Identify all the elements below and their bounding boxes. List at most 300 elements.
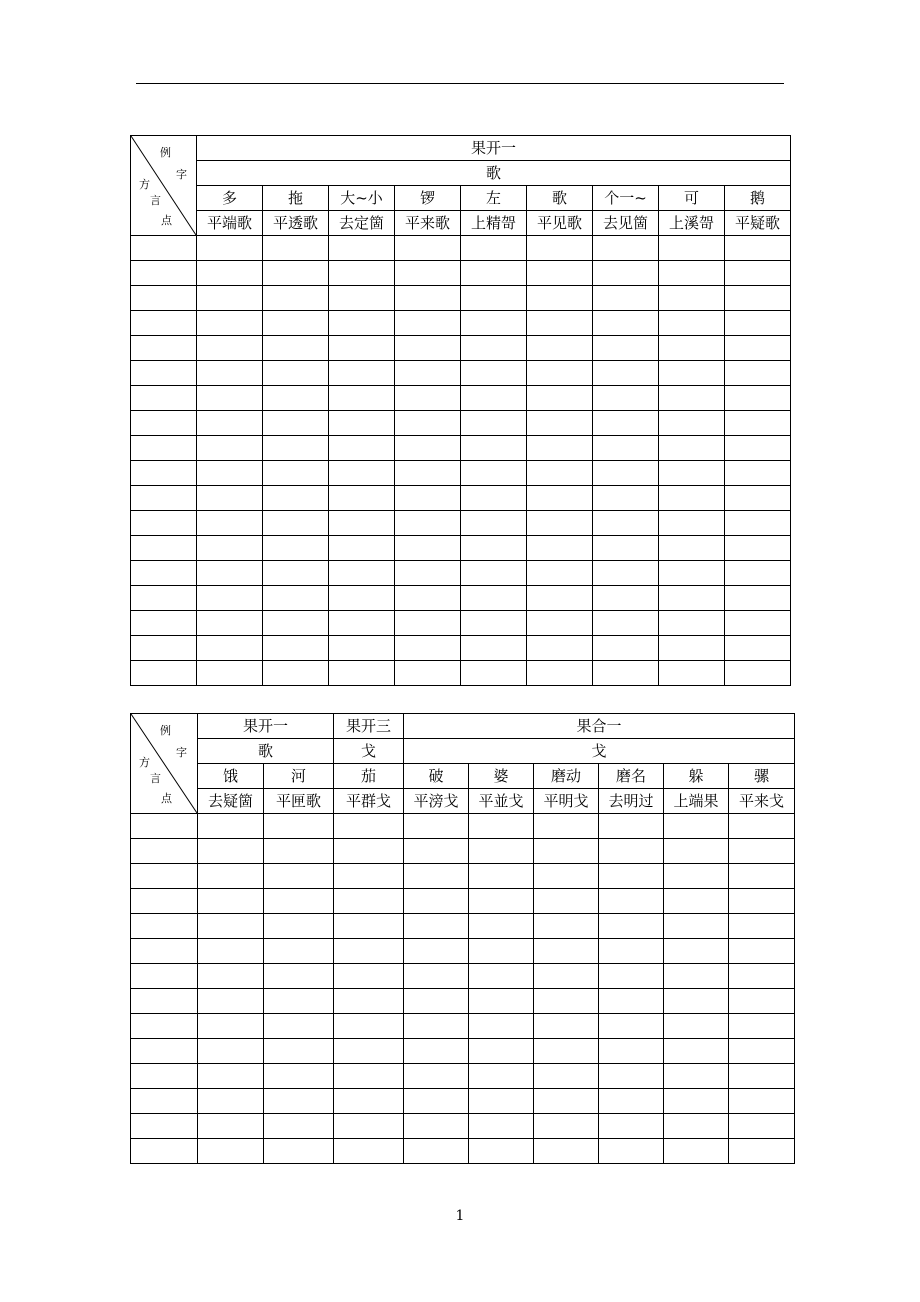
- pronunciation-cell[interactable]: [527, 286, 593, 311]
- pronunciation-cell[interactable]: [534, 1139, 599, 1164]
- pronunciation-cell[interactable]: [198, 839, 264, 864]
- pronunciation-cell[interactable]: [725, 536, 791, 561]
- pronunciation-cell[interactable]: [198, 1114, 264, 1139]
- dialect-point-cell[interactable]: [131, 286, 197, 311]
- pronunciation-cell[interactable]: [461, 536, 527, 561]
- pronunciation-cell[interactable]: [329, 311, 395, 336]
- pronunciation-cell[interactable]: [334, 989, 404, 1014]
- pronunciation-cell[interactable]: [725, 361, 791, 386]
- pronunciation-cell[interactable]: [534, 1114, 599, 1139]
- pronunciation-cell[interactable]: [725, 611, 791, 636]
- pronunciation-cell[interactable]: [729, 1089, 795, 1114]
- pronunciation-cell[interactable]: [198, 1039, 264, 1064]
- pronunciation-cell[interactable]: [334, 939, 404, 964]
- pronunciation-cell[interactable]: [659, 236, 725, 261]
- pronunciation-cell[interactable]: [599, 839, 664, 864]
- pronunciation-cell[interactable]: [329, 236, 395, 261]
- pronunciation-cell[interactable]: [659, 511, 725, 536]
- dialect-point-cell[interactable]: [131, 964, 198, 989]
- pronunciation-cell[interactable]: [329, 461, 395, 486]
- pronunciation-cell[interactable]: [593, 561, 659, 586]
- pronunciation-cell[interactable]: [469, 914, 534, 939]
- pronunciation-cell[interactable]: [527, 236, 593, 261]
- dialect-point-cell[interactable]: [131, 536, 197, 561]
- pronunciation-cell[interactable]: [197, 561, 263, 586]
- pronunciation-cell[interactable]: [461, 411, 527, 436]
- pronunciation-cell[interactable]: [395, 361, 461, 386]
- pronunciation-cell[interactable]: [461, 286, 527, 311]
- pronunciation-cell[interactable]: [198, 1014, 264, 1039]
- pronunciation-cell[interactable]: [264, 889, 334, 914]
- pronunciation-cell[interactable]: [197, 336, 263, 361]
- pronunciation-cell[interactable]: [329, 536, 395, 561]
- pronunciation-cell[interactable]: [729, 1014, 795, 1039]
- pronunciation-cell[interactable]: [527, 536, 593, 561]
- dialect-point-cell[interactable]: [131, 236, 197, 261]
- pronunciation-cell[interactable]: [334, 864, 404, 889]
- pronunciation-cell[interactable]: [404, 1114, 469, 1139]
- pronunciation-cell[interactable]: [527, 411, 593, 436]
- pronunciation-cell[interactable]: [264, 1089, 334, 1114]
- pronunciation-cell[interactable]: [334, 1139, 404, 1164]
- pronunciation-cell[interactable]: [264, 989, 334, 1014]
- pronunciation-cell[interactable]: [599, 864, 664, 889]
- dialect-point-cell[interactable]: [131, 914, 198, 939]
- pronunciation-cell[interactable]: [395, 611, 461, 636]
- pronunciation-cell[interactable]: [264, 1039, 334, 1064]
- pronunciation-cell[interactable]: [659, 386, 725, 411]
- pronunciation-cell[interactable]: [527, 511, 593, 536]
- pronunciation-cell[interactable]: [725, 486, 791, 511]
- pronunciation-cell[interactable]: [599, 1039, 664, 1064]
- pronunciation-cell[interactable]: [469, 814, 534, 839]
- pronunciation-cell[interactable]: [593, 536, 659, 561]
- pronunciation-cell[interactable]: [263, 461, 329, 486]
- pronunciation-cell[interactable]: [264, 939, 334, 964]
- pronunciation-cell[interactable]: [527, 336, 593, 361]
- pronunciation-cell[interactable]: [197, 661, 263, 686]
- pronunciation-cell[interactable]: [264, 1064, 334, 1089]
- pronunciation-cell[interactable]: [395, 661, 461, 686]
- pronunciation-cell[interactable]: [395, 236, 461, 261]
- pronunciation-cell[interactable]: [197, 436, 263, 461]
- pronunciation-cell[interactable]: [729, 939, 795, 964]
- pronunciation-cell[interactable]: [659, 261, 725, 286]
- dialect-point-cell[interactable]: [131, 1064, 198, 1089]
- pronunciation-cell[interactable]: [729, 1064, 795, 1089]
- pronunciation-cell[interactable]: [334, 914, 404, 939]
- pronunciation-cell[interactable]: [729, 1139, 795, 1164]
- dialect-point-cell[interactable]: [131, 889, 198, 914]
- pronunciation-cell[interactable]: [264, 839, 334, 864]
- pronunciation-cell[interactable]: [593, 511, 659, 536]
- pronunciation-cell[interactable]: [729, 914, 795, 939]
- pronunciation-cell[interactable]: [534, 864, 599, 889]
- pronunciation-cell[interactable]: [395, 386, 461, 411]
- dialect-point-cell[interactable]: [131, 486, 197, 511]
- pronunciation-cell[interactable]: [664, 864, 729, 889]
- pronunciation-cell[interactable]: [334, 889, 404, 914]
- pronunciation-cell[interactable]: [198, 889, 264, 914]
- pronunciation-cell[interactable]: [264, 1014, 334, 1039]
- pronunciation-cell[interactable]: [729, 1039, 795, 1064]
- pronunciation-cell[interactable]: [404, 1139, 469, 1164]
- pronunciation-cell[interactable]: [725, 386, 791, 411]
- pronunciation-cell[interactable]: [334, 839, 404, 864]
- pronunciation-cell[interactable]: [659, 486, 725, 511]
- pronunciation-cell[interactable]: [198, 939, 264, 964]
- dialect-point-cell[interactable]: [131, 436, 197, 461]
- pronunciation-cell[interactable]: [725, 586, 791, 611]
- pronunciation-cell[interactable]: [197, 311, 263, 336]
- pronunciation-cell[interactable]: [334, 964, 404, 989]
- pronunciation-cell[interactable]: [197, 611, 263, 636]
- pronunciation-cell[interactable]: [659, 611, 725, 636]
- pronunciation-cell[interactable]: [404, 889, 469, 914]
- pronunciation-cell[interactable]: [404, 989, 469, 1014]
- dialect-point-cell[interactable]: [131, 411, 197, 436]
- pronunciation-cell[interactable]: [593, 486, 659, 511]
- pronunciation-cell[interactable]: [263, 661, 329, 686]
- pronunciation-cell[interactable]: [197, 411, 263, 436]
- pronunciation-cell[interactable]: [263, 361, 329, 386]
- pronunciation-cell[interactable]: [659, 561, 725, 586]
- dialect-point-cell[interactable]: [131, 636, 197, 661]
- dialect-point-cell[interactable]: [131, 311, 197, 336]
- pronunciation-cell[interactable]: [197, 461, 263, 486]
- pronunciation-cell[interactable]: [534, 889, 599, 914]
- pronunciation-cell[interactable]: [264, 914, 334, 939]
- pronunciation-cell[interactable]: [461, 636, 527, 661]
- pronunciation-cell[interactable]: [593, 461, 659, 486]
- pronunciation-cell[interactable]: [593, 261, 659, 286]
- pronunciation-cell[interactable]: [461, 261, 527, 286]
- dialect-point-cell[interactable]: [131, 989, 198, 1014]
- pronunciation-cell[interactable]: [725, 336, 791, 361]
- dialect-point-cell[interactable]: [131, 1089, 198, 1114]
- pronunciation-cell[interactable]: [263, 261, 329, 286]
- dialect-point-cell[interactable]: [131, 586, 197, 611]
- pronunciation-cell[interactable]: [469, 864, 534, 889]
- pronunciation-cell[interactable]: [263, 411, 329, 436]
- pronunciation-cell[interactable]: [534, 1064, 599, 1089]
- pronunciation-cell[interactable]: [527, 486, 593, 511]
- dialect-point-cell[interactable]: [131, 1014, 198, 1039]
- pronunciation-cell[interactable]: [395, 311, 461, 336]
- pronunciation-cell[interactable]: [263, 436, 329, 461]
- pronunciation-cell[interactable]: [264, 964, 334, 989]
- pronunciation-cell[interactable]: [264, 864, 334, 889]
- pronunciation-cell[interactable]: [659, 461, 725, 486]
- pronunciation-cell[interactable]: [395, 286, 461, 311]
- pronunciation-cell[interactable]: [469, 839, 534, 864]
- dialect-point-cell[interactable]: [131, 939, 198, 964]
- pronunciation-cell[interactable]: [599, 1014, 664, 1039]
- pronunciation-cell[interactable]: [725, 636, 791, 661]
- pronunciation-cell[interactable]: [461, 586, 527, 611]
- pronunciation-cell[interactable]: [534, 989, 599, 1014]
- dialect-point-cell[interactable]: [131, 661, 197, 686]
- pronunciation-cell[interactable]: [725, 236, 791, 261]
- pronunciation-cell[interactable]: [404, 1089, 469, 1114]
- pronunciation-cell[interactable]: [599, 1064, 664, 1089]
- pronunciation-cell[interactable]: [534, 1039, 599, 1064]
- pronunciation-cell[interactable]: [329, 336, 395, 361]
- pronunciation-cell[interactable]: [729, 864, 795, 889]
- dialect-point-cell[interactable]: [131, 1139, 198, 1164]
- pronunciation-cell[interactable]: [461, 461, 527, 486]
- pronunciation-cell[interactable]: [395, 636, 461, 661]
- pronunciation-cell[interactable]: [461, 511, 527, 536]
- pronunciation-cell[interactable]: [197, 361, 263, 386]
- dialect-point-cell[interactable]: [131, 386, 197, 411]
- pronunciation-cell[interactable]: [469, 889, 534, 914]
- pronunciation-cell[interactable]: [599, 989, 664, 1014]
- pronunciation-cell[interactable]: [469, 939, 534, 964]
- pronunciation-cell[interactable]: [395, 561, 461, 586]
- pronunciation-cell[interactable]: [197, 511, 263, 536]
- pronunciation-cell[interactable]: [329, 561, 395, 586]
- pronunciation-cell[interactable]: [469, 1064, 534, 1089]
- pronunciation-cell[interactable]: [404, 1039, 469, 1064]
- pronunciation-cell[interactable]: [599, 1139, 664, 1164]
- pronunciation-cell[interactable]: [404, 839, 469, 864]
- pronunciation-cell[interactable]: [395, 436, 461, 461]
- pronunciation-cell[interactable]: [527, 261, 593, 286]
- pronunciation-cell[interactable]: [534, 839, 599, 864]
- pronunciation-cell[interactable]: [469, 964, 534, 989]
- pronunciation-cell[interactable]: [664, 1089, 729, 1114]
- pronunciation-cell[interactable]: [527, 461, 593, 486]
- dialect-point-cell[interactable]: [131, 814, 198, 839]
- dialect-point-cell[interactable]: [131, 336, 197, 361]
- pronunciation-cell[interactable]: [263, 236, 329, 261]
- pronunciation-cell[interactable]: [725, 461, 791, 486]
- pronunciation-cell[interactable]: [659, 311, 725, 336]
- pronunciation-cell[interactable]: [659, 636, 725, 661]
- pronunciation-cell[interactable]: [329, 436, 395, 461]
- pronunciation-cell[interactable]: [469, 1014, 534, 1039]
- dialect-point-cell[interactable]: [131, 611, 197, 636]
- pronunciation-cell[interactable]: [593, 236, 659, 261]
- pronunciation-cell[interactable]: [729, 989, 795, 1014]
- pronunciation-cell[interactable]: [334, 814, 404, 839]
- dialect-point-cell[interactable]: [131, 361, 197, 386]
- pronunciation-cell[interactable]: [534, 939, 599, 964]
- dialect-point-cell[interactable]: [131, 1039, 198, 1064]
- pronunciation-cell[interactable]: [198, 964, 264, 989]
- pronunciation-cell[interactable]: [599, 814, 664, 839]
- pronunciation-cell[interactable]: [527, 561, 593, 586]
- pronunciation-cell[interactable]: [527, 661, 593, 686]
- pronunciation-cell[interactable]: [404, 1064, 469, 1089]
- pronunciation-cell[interactable]: [263, 511, 329, 536]
- pronunciation-cell[interactable]: [334, 1114, 404, 1139]
- pronunciation-cell[interactable]: [264, 1139, 334, 1164]
- pronunciation-cell[interactable]: [664, 1139, 729, 1164]
- pronunciation-cell[interactable]: [329, 511, 395, 536]
- pronunciation-cell[interactable]: [329, 386, 395, 411]
- pronunciation-cell[interactable]: [593, 411, 659, 436]
- pronunciation-cell[interactable]: [329, 486, 395, 511]
- pronunciation-cell[interactable]: [725, 286, 791, 311]
- pronunciation-cell[interactable]: [395, 586, 461, 611]
- pronunciation-cell[interactable]: [334, 1064, 404, 1089]
- dialect-point-cell[interactable]: [131, 261, 197, 286]
- pronunciation-cell[interactable]: [404, 964, 469, 989]
- pronunciation-cell[interactable]: [198, 864, 264, 889]
- pronunciation-cell[interactable]: [599, 964, 664, 989]
- pronunciation-cell[interactable]: [461, 336, 527, 361]
- pronunciation-cell[interactable]: [461, 436, 527, 461]
- pronunciation-cell[interactable]: [329, 611, 395, 636]
- pronunciation-cell[interactable]: [329, 411, 395, 436]
- pronunciation-cell[interactable]: [725, 261, 791, 286]
- pronunciation-cell[interactable]: [593, 386, 659, 411]
- pronunciation-cell[interactable]: [461, 386, 527, 411]
- pronunciation-cell[interactable]: [395, 486, 461, 511]
- pronunciation-cell[interactable]: [263, 536, 329, 561]
- pronunciation-cell[interactable]: [404, 864, 469, 889]
- pronunciation-cell[interactable]: [534, 1089, 599, 1114]
- pronunciation-cell[interactable]: [334, 1039, 404, 1064]
- pronunciation-cell[interactable]: [725, 561, 791, 586]
- pronunciation-cell[interactable]: [527, 636, 593, 661]
- pronunciation-cell[interactable]: [599, 914, 664, 939]
- pronunciation-cell[interactable]: [593, 661, 659, 686]
- pronunciation-cell[interactable]: [664, 814, 729, 839]
- pronunciation-cell[interactable]: [725, 661, 791, 686]
- pronunciation-cell[interactable]: [329, 586, 395, 611]
- pronunciation-cell[interactable]: [534, 914, 599, 939]
- pronunciation-cell[interactable]: [729, 1114, 795, 1139]
- pronunciation-cell[interactable]: [527, 586, 593, 611]
- dialect-point-cell[interactable]: [131, 864, 198, 889]
- pronunciation-cell[interactable]: [469, 1089, 534, 1114]
- pronunciation-cell[interactable]: [534, 964, 599, 989]
- pronunciation-cell[interactable]: [264, 1114, 334, 1139]
- pronunciation-cell[interactable]: [198, 1139, 264, 1164]
- pronunciation-cell[interactable]: [198, 1089, 264, 1114]
- pronunciation-cell[interactable]: [659, 586, 725, 611]
- pronunciation-cell[interactable]: [659, 436, 725, 461]
- pronunciation-cell[interactable]: [198, 814, 264, 839]
- pronunciation-cell[interactable]: [534, 814, 599, 839]
- pronunciation-cell[interactable]: [659, 361, 725, 386]
- pronunciation-cell[interactable]: [461, 661, 527, 686]
- pronunciation-cell[interactable]: [469, 1139, 534, 1164]
- pronunciation-cell[interactable]: [527, 311, 593, 336]
- pronunciation-cell[interactable]: [197, 286, 263, 311]
- pronunciation-cell[interactable]: [469, 1114, 534, 1139]
- pronunciation-cell[interactable]: [263, 486, 329, 511]
- pronunciation-cell[interactable]: [197, 261, 263, 286]
- pronunciation-cell[interactable]: [197, 586, 263, 611]
- pronunciation-cell[interactable]: [664, 989, 729, 1014]
- pronunciation-cell[interactable]: [599, 1089, 664, 1114]
- pronunciation-cell[interactable]: [198, 914, 264, 939]
- pronunciation-cell[interactable]: [664, 1039, 729, 1064]
- pronunciation-cell[interactable]: [593, 286, 659, 311]
- pronunciation-cell[interactable]: [334, 1089, 404, 1114]
- pronunciation-cell[interactable]: [395, 411, 461, 436]
- pronunciation-cell[interactable]: [198, 989, 264, 1014]
- pronunciation-cell[interactable]: [461, 311, 527, 336]
- pronunciation-cell[interactable]: [461, 561, 527, 586]
- pronunciation-cell[interactable]: [329, 661, 395, 686]
- pronunciation-cell[interactable]: [461, 611, 527, 636]
- pronunciation-cell[interactable]: [395, 536, 461, 561]
- pronunciation-cell[interactable]: [659, 661, 725, 686]
- pronunciation-cell[interactable]: [197, 536, 263, 561]
- pronunciation-cell[interactable]: [659, 336, 725, 361]
- pronunciation-cell[interactable]: [263, 386, 329, 411]
- pronunciation-cell[interactable]: [664, 939, 729, 964]
- pronunciation-cell[interactable]: [263, 336, 329, 361]
- pronunciation-cell[interactable]: [469, 1039, 534, 1064]
- pronunciation-cell[interactable]: [593, 311, 659, 336]
- pronunciation-cell[interactable]: [263, 586, 329, 611]
- pronunciation-cell[interactable]: [469, 989, 534, 1014]
- pronunciation-cell[interactable]: [593, 436, 659, 461]
- pronunciation-cell[interactable]: [404, 914, 469, 939]
- pronunciation-cell[interactable]: [395, 261, 461, 286]
- pronunciation-cell[interactable]: [527, 611, 593, 636]
- pronunciation-cell[interactable]: [329, 286, 395, 311]
- pronunciation-cell[interactable]: [593, 611, 659, 636]
- dialect-point-cell[interactable]: [131, 511, 197, 536]
- pronunciation-cell[interactable]: [404, 939, 469, 964]
- pronunciation-cell[interactable]: [395, 336, 461, 361]
- pronunciation-cell[interactable]: [659, 286, 725, 311]
- pronunciation-cell[interactable]: [725, 436, 791, 461]
- pronunciation-cell[interactable]: [593, 336, 659, 361]
- pronunciation-cell[interactable]: [461, 361, 527, 386]
- pronunciation-cell[interactable]: [197, 236, 263, 261]
- pronunciation-cell[interactable]: [329, 361, 395, 386]
- pronunciation-cell[interactable]: [263, 636, 329, 661]
- pronunciation-cell[interactable]: [664, 964, 729, 989]
- dialect-point-cell[interactable]: [131, 1114, 198, 1139]
- pronunciation-cell[interactable]: [664, 1014, 729, 1039]
- pronunciation-cell[interactable]: [593, 586, 659, 611]
- pronunciation-cell[interactable]: [527, 436, 593, 461]
- pronunciation-cell[interactable]: [263, 286, 329, 311]
- pronunciation-cell[interactable]: [725, 411, 791, 436]
- pronunciation-cell[interactable]: [197, 486, 263, 511]
- pronunciation-cell[interactable]: [263, 311, 329, 336]
- pronunciation-cell[interactable]: [659, 411, 725, 436]
- pronunciation-cell[interactable]: [725, 311, 791, 336]
- pronunciation-cell[interactable]: [664, 889, 729, 914]
- pronunciation-cell[interactable]: [599, 939, 664, 964]
- pronunciation-cell[interactable]: [197, 636, 263, 661]
- pronunciation-cell[interactable]: [334, 1014, 404, 1039]
- pronunciation-cell[interactable]: [729, 814, 795, 839]
- pronunciation-cell[interactable]: [527, 361, 593, 386]
- pronunciation-cell[interactable]: [725, 511, 791, 536]
- pronunciation-cell[interactable]: [395, 461, 461, 486]
- pronunciation-cell[interactable]: [197, 386, 263, 411]
- pronunciation-cell[interactable]: [527, 386, 593, 411]
- pronunciation-cell[interactable]: [729, 839, 795, 864]
- pronunciation-cell[interactable]: [263, 561, 329, 586]
- dialect-point-cell[interactable]: [131, 561, 197, 586]
- dialect-point-cell[interactable]: [131, 839, 198, 864]
- pronunciation-cell[interactable]: [664, 1114, 729, 1139]
- pronunciation-cell[interactable]: [729, 889, 795, 914]
- pronunciation-cell[interactable]: [263, 611, 329, 636]
